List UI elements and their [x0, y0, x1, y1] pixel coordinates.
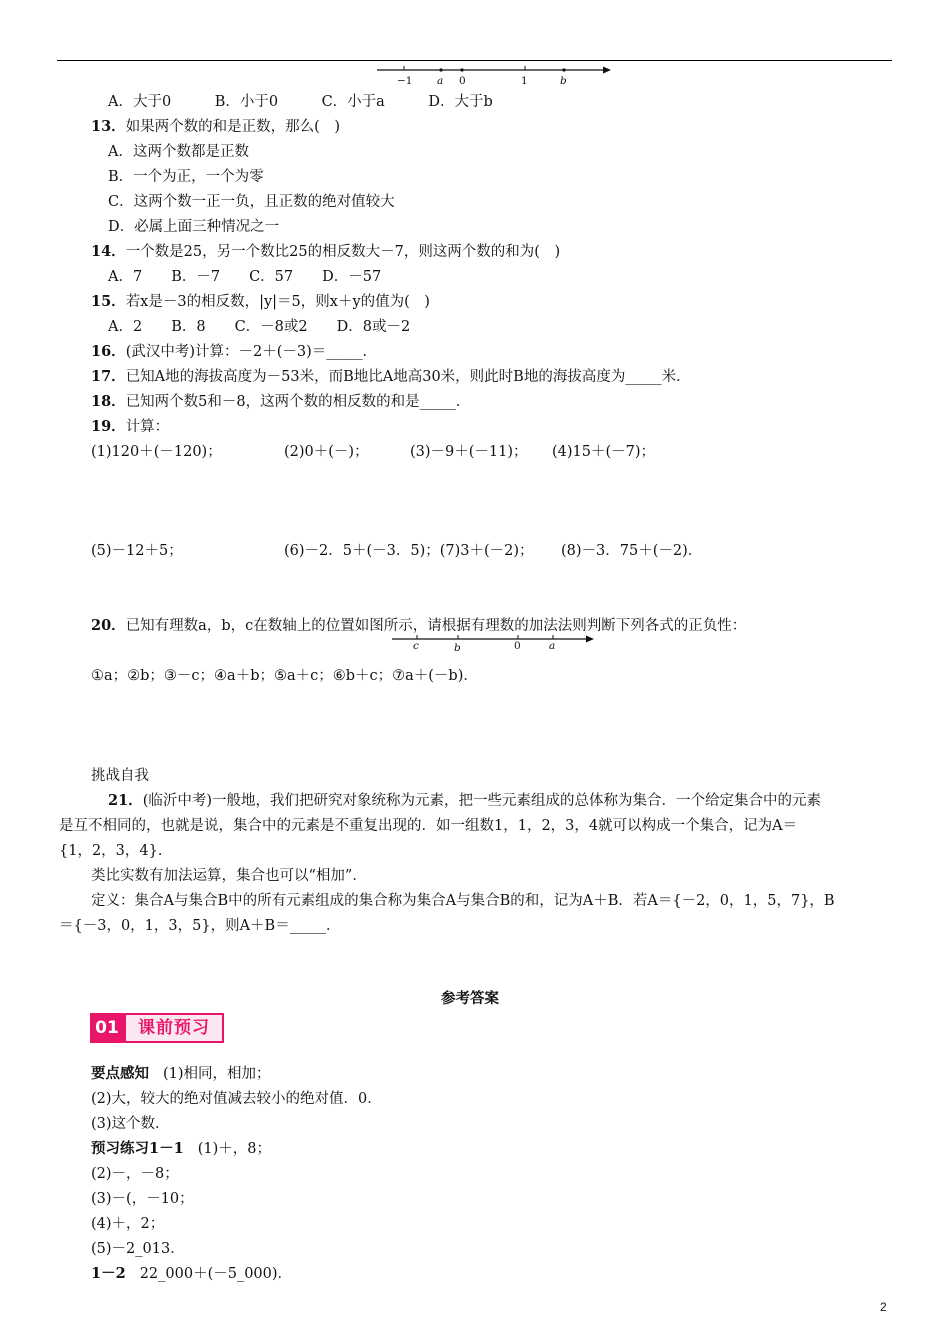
q19-part-1: (1)120＋(－120)；: [91, 444, 222, 460]
q13-option-c: C．这两个数一正一负，且正数的绝对值较大: [108, 194, 395, 210]
question-stem: (临沂中考)一般地，我们把研究对象统称为元素，把一些元素组成的总体称为集合．一个给定集合中的元素: [142, 793, 821, 809]
q12-options: A．大于0 B．小于0 C．小于a D．大于b: [108, 94, 493, 110]
question-stem: 已知有理数a，b，c在数轴上的位置如图所示，请根据有理数的加法法则判断下列各式的正负性：: [125, 618, 747, 634]
question-stem: 已知A地的海拔高度为－53米，而B地比A地高30米，则此时B地的海拔高度为_____米．: [125, 369, 691, 385]
header-rule: [57, 60, 892, 61]
question-stem: 已知两个数5和－8，这两个数的相反数的和是_____．: [125, 394, 471, 410]
challenge-heading: 挑战自我: [91, 768, 149, 784]
question-number: 20．: [91, 617, 126, 634]
question-stem: 如果两个数的和是正数，那么( ): [125, 119, 341, 135]
question-stem: (武汉中考)计算：－2＋(－3)＝_____．: [125, 344, 378, 360]
q21-line-3: {1，2，3，4}．: [59, 843, 173, 859]
q21-line-2: 是互不相同的，也就是说，集合中的元素是不重复出现的．如一组数1，1，2，3，4就可以构成一个集合，记为A＝: [59, 818, 798, 834]
point-label-b: b: [560, 75, 567, 87]
key-points-label: 要点感知: [91, 1065, 149, 1082]
key-points-2: (2)大，较大的绝对值减去较小的绝对值．0．: [91, 1091, 382, 1107]
number-line-figure-2: [390, 632, 600, 652]
question-16: [91, 342, 377, 362]
practice-answer-5: (5)－2_013．: [91, 1241, 185, 1257]
question-stem: 一个数是25，另一个数比25的相反数大－7，则这两个数的和为( ): [125, 244, 561, 260]
question-19: [91, 417, 169, 437]
q20-items: ①a；②b；③－c；④a＋b；⑤a＋c；⑥b＋c；⑦a＋(－b)．: [91, 668, 478, 684]
point-label-c: c: [413, 640, 419, 652]
q19-part-8: (8)－3．75＋(－2)．: [561, 543, 703, 559]
practice-answer-2: (2)－，－8；: [91, 1166, 179, 1182]
badge-label: 课前预习: [124, 1013, 224, 1043]
point-label-a: a: [549, 640, 556, 652]
key-points-3: (3)这个数．: [91, 1116, 170, 1132]
question-stem: 若x是－3的相反数，|y|＝5，则x＋y的值为( ): [125, 294, 430, 310]
q14-options: A．7 B．－7 C．57 D．－57: [108, 269, 382, 285]
question-number: 19．: [91, 418, 126, 435]
q19-parts-6-7: (6)－2．5＋(－3．5)；(7)3＋(－2)；: [284, 543, 534, 559]
practice-1-2-answer: 22_000＋(－5_000)．: [139, 1266, 293, 1282]
question-15: [91, 292, 430, 312]
point-label-b: b: [454, 642, 461, 654]
question-number: 13．: [91, 118, 126, 135]
q21-line-6: ＝{－3，0，1，3，5}，则A＋B＝_____．: [59, 918, 341, 934]
question-number: 14．: [91, 243, 126, 260]
q19-part-2: (2)0＋(－)；: [284, 444, 369, 460]
question-number: 15．: [91, 293, 126, 310]
number-line-figure-1: [375, 62, 615, 88]
q15-options: A．2 B．8 C．－8或2 D．8或－2: [108, 319, 411, 335]
q19-part-5: (5)－12＋5；: [91, 543, 183, 559]
key-points-1: (1)相同，相加；: [163, 1066, 271, 1082]
key-points: [91, 1064, 271, 1084]
question-13: [91, 117, 340, 137]
q19-part-4: (4)15＋(－7)；: [552, 444, 656, 460]
practice-answer-4: (4)＋，2；: [91, 1216, 165, 1232]
badge-number: 01: [90, 1013, 124, 1043]
question-21: [108, 791, 821, 811]
question-14: [91, 242, 560, 262]
point-label-a: a: [437, 75, 444, 87]
practice-answer-3: (3)－(，－10；: [91, 1191, 194, 1207]
page-number: 2: [880, 1300, 887, 1314]
question-number: 17．: [91, 368, 126, 385]
practice-label: 预习练习1－1: [91, 1140, 184, 1157]
question-number: 21．: [108, 792, 143, 809]
practice-1-2-label: 1－2: [91, 1265, 126, 1282]
tick-label-zero: 0: [514, 640, 521, 652]
question-number: 18．: [91, 393, 126, 410]
answers-title: 参考答案: [441, 990, 499, 1007]
practice-1-1: [91, 1139, 271, 1159]
q13-option-a: A．这两个数都是正数: [108, 144, 249, 160]
practice-1-2: [91, 1264, 292, 1284]
tick-label-one: 1: [521, 75, 528, 87]
q21-line-5: 定义：集合A与集合B中的所有元素组成的集合称为集合A与集合B的和，记为A＋B．若A＝{－2，0，1，5，7}，B: [91, 893, 835, 909]
question-17: [91, 367, 691, 387]
question-18: [91, 392, 470, 412]
q13-option-d: D．必属上面三种情况之一: [108, 219, 280, 235]
question-stem: 计算：: [125, 419, 170, 435]
tick-label-zero: 0: [459, 75, 466, 87]
section-badge: [90, 1013, 224, 1043]
q13-option-b: B．一个为正，一个为零: [108, 169, 264, 185]
tick-label-minus-one: −1: [397, 75, 413, 87]
q19-part-3: (3)－9＋(－11)；: [410, 444, 528, 460]
q21-line-4: 类比实数有加法运算，集合也可以“相加”．: [91, 868, 367, 884]
question-number: 16．: [91, 343, 126, 360]
practice-answer-1: (1)＋，8；: [197, 1141, 271, 1157]
